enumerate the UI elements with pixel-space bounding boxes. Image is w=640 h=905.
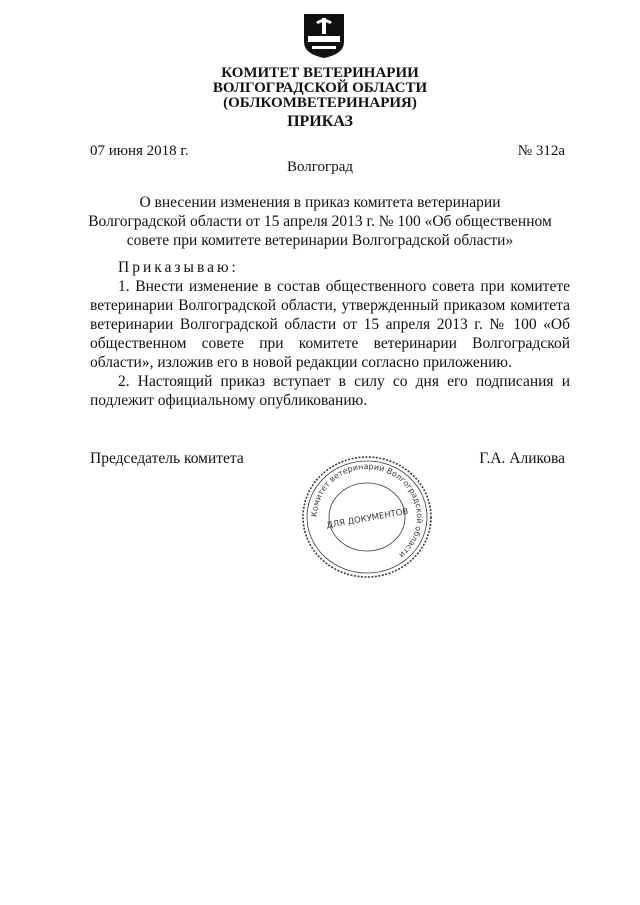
order-item-2: 2. Настоящий приказ вступает в силу со дня его подписания и подлежит официальному опубликованию.: [90, 373, 570, 409]
subject-line-3: совете при комитете ветеринарии Волгоградской области»: [126, 232, 514, 249]
document-date: 07 июня 2018 г.: [90, 143, 189, 159]
document-city: Волгоград: [286, 159, 353, 175]
signatory-position: Председатель комитета: [90, 450, 244, 467]
stamp-center-text: ДЛЯ ДОКУМЕНТОВ: [325, 506, 410, 532]
document-number: № 312а: [517, 143, 565, 159]
document-body: [90, 258, 570, 410]
document-subject: [70, 193, 570, 250]
org-name-line1: КОМИТЕТ ВЕТЕРИНАРИИ: [221, 65, 419, 81]
subject-line-1: О внесении изменения в приказ комитета ветеринарии: [139, 194, 501, 211]
order-item-1: 1. Внести изменение в состав общественного совета при комитете ветеринарии Волгоградской области, утвержденный приказом комитета ветеринарии Волгоградской области от 15 апреля 2013 г. № 100 «Об общественном совете при комитете ветеринарии Волгоградской области», изложив его в новой редакции согласно приложению.: [90, 278, 570, 371]
org-name-line3: (ОБЛКОМВЕТЕРИНАРИЯ): [223, 95, 417, 111]
order-word: Приказываю:: [118, 259, 239, 276]
document-type-title: ПРИКАЗ: [287, 113, 353, 130]
subject-line-2: Волгоградской области от 15 апреля 2013 г. № 100 «Об общественном: [88, 213, 552, 230]
coat-of-arms-emblem: [302, 12, 346, 60]
stamp-outer-text: Комитет ветеринарии Волгоградской области: [309, 461, 425, 560]
signatory-name: Г.А. Аликова: [479, 450, 565, 467]
org-name-line2: ВОЛГОГРАДСКОЙ ОБЛАСТИ: [212, 80, 428, 96]
official-stamp: [300, 455, 434, 580]
